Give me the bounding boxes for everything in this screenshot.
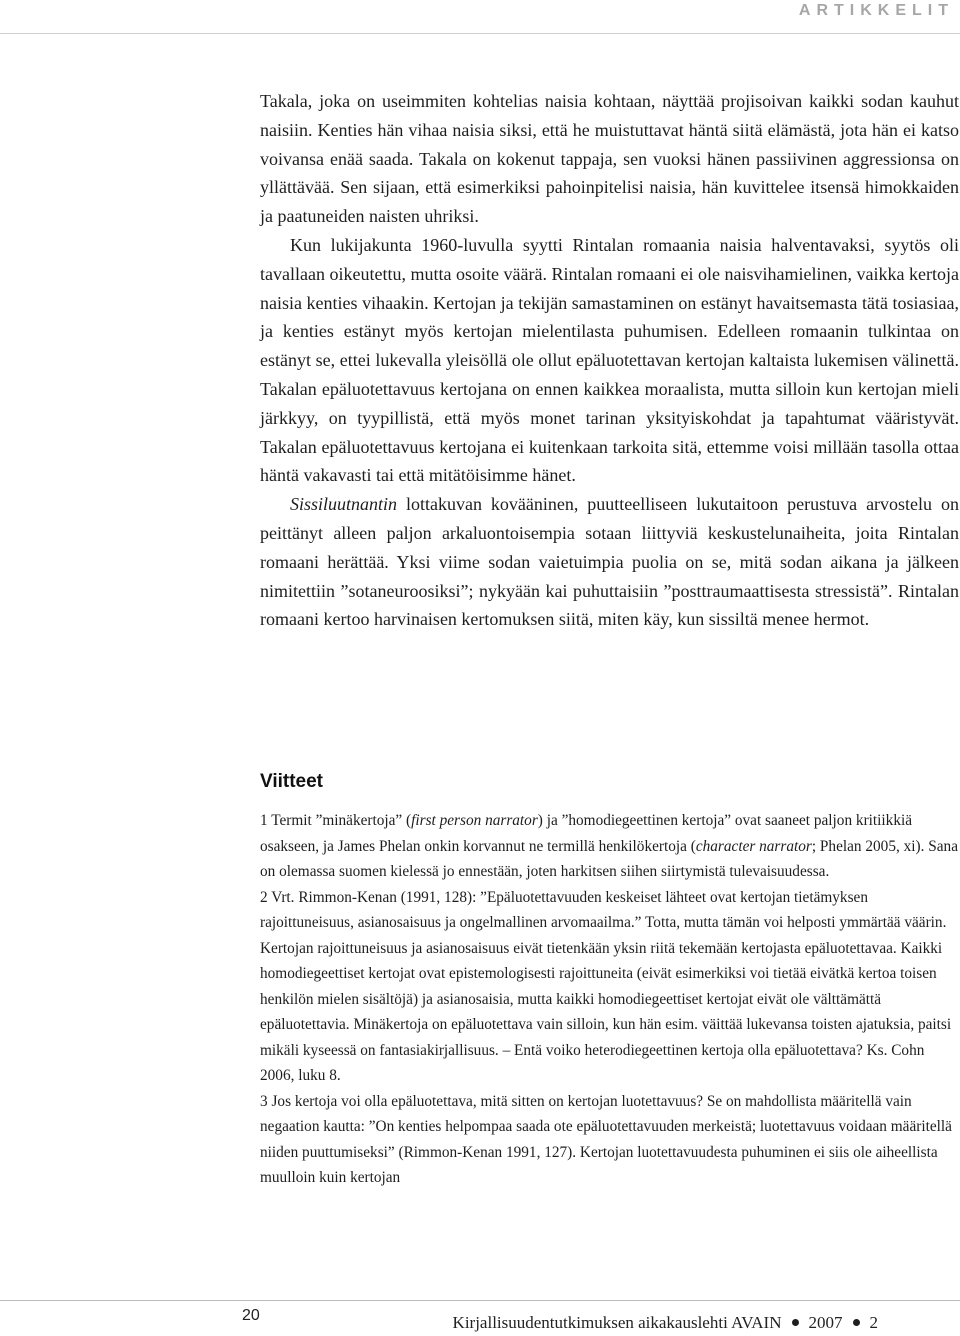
note-1-text-a: 1 Termit ”minäkertoja” ( <box>260 812 412 829</box>
paragraph-1: Takala, joka on useimmiten kohtelias naisia kohtaan, näyttää projisoivan kaikki sodan kauhut naisiin. Kenties hän vihaa naisia siksi, että he muistuttavat häntä siitä elämästä, jota hän ei katso voivansa enää saada. Takala on kokenut tappaja, sen vuoksi hänen passiivinen aggressionsa on yllättävää. Sen sijaan, että esimerkiksi pahoinpitelisi naisia, hän kuvittelee itsensä himokkaiden ja paatuneiden naisten uhriksi. <box>260 91 959 227</box>
note-1 <box>260 808 959 885</box>
novel-title: Sissiluutnantin <box>290 494 398 515</box>
page-number: 20 <box>242 1307 260 1324</box>
bullet-dot-icon <box>853 1319 860 1326</box>
note-1-term-b: character narrator <box>695 837 812 855</box>
journal-name: Kirjallisuudentutkimuksen aikakauslehti AVAIN <box>452 1313 782 1332</box>
article-body <box>260 87 959 634</box>
journal-year: 2007 <box>808 1313 843 1332</box>
note-1-term-a: first person narrator <box>411 812 538 829</box>
paragraph-3-text: lottakuvan kovääninen, puutteelliseen lukutaitoon perustuva arvostelu on peittänyt alleen paljon arkaluontoisempia sotaan liittyviä keskustelunaiheita, joita Rintalan romaani herättää. Yksi viime sodan vaietuimpia puolia on se, mitä sodan aikana ja jälkeen nimitettiin ”sotaneuroosiksi”; nykyään kai puhuttaisiin ”posttraumaattisesta stressistä”. Rintalan romaani kertoo harvinaisen kertomuksen siitä, miten käy, kun sissiltä menee hermot. <box>260 494 959 630</box>
note-2: 2 Vrt. Rimmon-Kenan (1991, 128): ”Epäluotettavuuden keskeiset lähteet ovat kertojan tietämyksen rajoittuneisuus, asianosaisuus ja ongelmallinen arvomaailma.” Totta, mutta tämän voi helposti ymmärtää väärin. Kertojan rajoittuneisuus ja asianosaisuus eivät tietenkään yksin riitä tekemään kertojasta epäluotettavaa. Kaikki homodiegeettiset kertojat ovat epistemologisesti rajoittuneita (eivät esimerkiksi voi tietää eivätkä kertoa toisen henkilön mielen sisältöjä) ja asianosaisia, mutta kaikki homodiegeettiset kertojat eivät ole välttämättä epäluotettavia. Minäkertoja on epäluotettava vain silloin, kun hän esim. väittää lukevansa toisten ajatuksia, paitsi mikäli kyseessä on fantasiakirjallisuus. – Entä voiko heterodiegeettinen kertoja olla epäluotettava? Ks. Cohn 2006, luku 8. <box>260 888 952 1084</box>
paragraph-2: Kun lukijakunta 1960-luvulla syytti Rintalan romaania naisia halventavaksi, syytös oli tavallaan oikeutettu, mutta osoite väärä. Rintalan romaani ei ole naisvihamielinen, vaikka kertoja naisia kenties vihaakin. Kertojan ja tekijän samastaminen on estänyt havaitsemasta tätä tosiasiaa, ja kenties estänyt myös kertojan mielentilasta puhumisen. Edelleen romaanin tulkintaa on estänyt se, ettei lukevalla yleisöllä ole ollut epäluotettavan kertojan kaltaista lukemisen välinettä. Takalan epäluotettavuus kertojana on ennen kaikkea moraalista, mutta silloin kun kertojan mieli järkkyy, on tyypillistä, että myös monet tarinan yksityiskohdat ja tapahtumat vääristyvät. Takalan epäluotettavuus kertojana ei kuitenkaan tarkoita sitä, ettemme voisi millään tasolla ottaa häntä vakavasti tai että mitätöisimme hänet. <box>260 234 959 486</box>
journal-issue: 2 <box>869 1313 878 1332</box>
journal-footer <box>453 1313 878 1333</box>
top-divider <box>0 33 960 34</box>
note-1-text-b: ) ja ”homodiegeettinen kertoja” ovat saaneet paljon kritiikkiä osakseen, ja James Phelan onkin korvannut ne termillä henkilökertoja ( <box>260 812 913 855</box>
note-1-text-c: ; Phelan 2005, xi). Sana on olemassa suomen kielessä jo ennestään, joten harkitsen siihen siirtymistä tulevaisuudessa. <box>260 837 958 880</box>
section-label: ARTIKKELIT <box>798 2 954 19</box>
bottom-divider <box>0 1300 960 1301</box>
bullet-dot-icon <box>792 1319 799 1326</box>
notes-heading: Viitteet <box>260 771 324 792</box>
notes-list <box>260 808 959 1191</box>
note-3: 3 Jos kertoja voi olla epäluotettava, mitä sitten on kertojan luotettavuus? Se on mahdollista määritellä vain negaation kautta: ”On kenties helpompaa saada ote epäluotettavuuden merkeistä; luotettavuus voidaan määritellä niiden puuttumiseksi” (Rimmon-Kenan 1991, 127). Kertojan luotettavuudesta puhuminen ei siis ole aiheellista muulloin kuin kertojan <box>260 1092 952 1186</box>
paragraph-3 <box>260 490 959 634</box>
